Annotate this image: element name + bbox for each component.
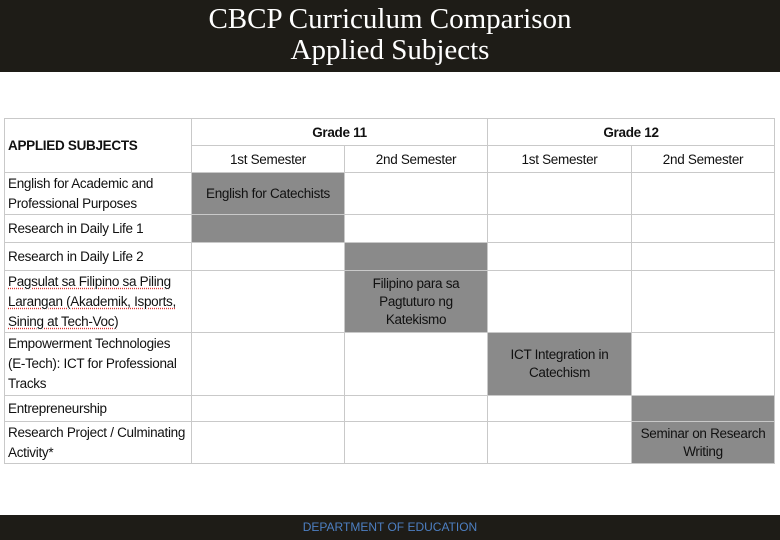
applied-subjects-header: APPLIED SUBJECTS: [5, 119, 192, 173]
g11-sem2-header: 2nd Semester: [345, 146, 488, 173]
subject-cell: Empowerment Technologies (E-Tech): ICT for Professional Tracks: [5, 333, 192, 396]
table-row: [5, 396, 775, 422]
empty-cell: [345, 173, 488, 215]
subject-cell: Research Project / Culminating Activity*: [5, 422, 192, 464]
empty-cell: [488, 396, 632, 422]
table-row: [5, 333, 775, 396]
grade-11-header: Grade 11: [192, 119, 488, 146]
shaded-cell: Filipino para sa Pagtuturo ng Katekismo: [345, 271, 488, 333]
subject-cell: English for Academic and Professional Purposes: [5, 173, 192, 215]
subject-line: Sining at Tech-Voc): [8, 313, 119, 329]
g11-sem1-header: 1st Semester: [192, 146, 345, 173]
table-row: [5, 271, 775, 333]
shaded-cell: [632, 396, 775, 422]
empty-cell: [632, 243, 775, 271]
table-header-row: [5, 119, 775, 146]
shaded-cell: English for Catechists: [192, 173, 345, 215]
empty-cell: [345, 396, 488, 422]
empty-cell: [192, 396, 345, 422]
subject-cell: Research in Daily Life 2: [5, 243, 192, 271]
empty-cell: [488, 271, 632, 333]
shaded-cell: [345, 243, 488, 271]
subject-line: Larangan (Akademik, Isports,: [8, 293, 176, 309]
grade-12-header: Grade 12: [488, 119, 775, 146]
slide-header: [0, 0, 780, 72]
slide-title-line2: Applied Subjects: [290, 34, 490, 66]
empty-cell: [632, 173, 775, 215]
empty-cell: [488, 422, 632, 464]
shaded-cell: ICT Integration in Catechism: [488, 333, 632, 396]
empty-cell: [192, 333, 345, 396]
g12-sem2-header: 2nd Semester: [632, 146, 775, 173]
empty-cell: [488, 243, 632, 271]
empty-cell: [345, 215, 488, 243]
empty-cell: [345, 333, 488, 396]
table-row: [5, 243, 775, 271]
subject-cell: Entrepreneurship: [5, 396, 192, 422]
g12-sem1-header: 1st Semester: [488, 146, 632, 173]
table-row: [5, 215, 775, 243]
table-row: [5, 173, 775, 215]
subject-cell: Research in Daily Life 1: [5, 215, 192, 243]
table-row: [5, 422, 775, 464]
empty-cell: [488, 215, 632, 243]
slide-footer: [0, 515, 780, 540]
empty-cell: [192, 271, 345, 333]
curriculum-comparison-table: [4, 118, 775, 464]
empty-cell: [192, 422, 345, 464]
empty-cell: [632, 333, 775, 396]
slide-title-line1: CBCP Curriculum Comparison: [208, 3, 572, 35]
empty-cell: [488, 173, 632, 215]
shaded-cell: [192, 215, 345, 243]
empty-cell: [192, 243, 345, 271]
empty-cell: [632, 215, 775, 243]
subject-cell: [5, 271, 192, 333]
shaded-cell: Seminar on Research Writing: [632, 422, 775, 464]
footer-text: DEPARTMENT OF EDUCATION: [302, 520, 478, 534]
empty-cell: [632, 271, 775, 333]
subject-line: Pagsulat sa Filipino sa Piling: [8, 273, 171, 289]
empty-cell: [345, 422, 488, 464]
